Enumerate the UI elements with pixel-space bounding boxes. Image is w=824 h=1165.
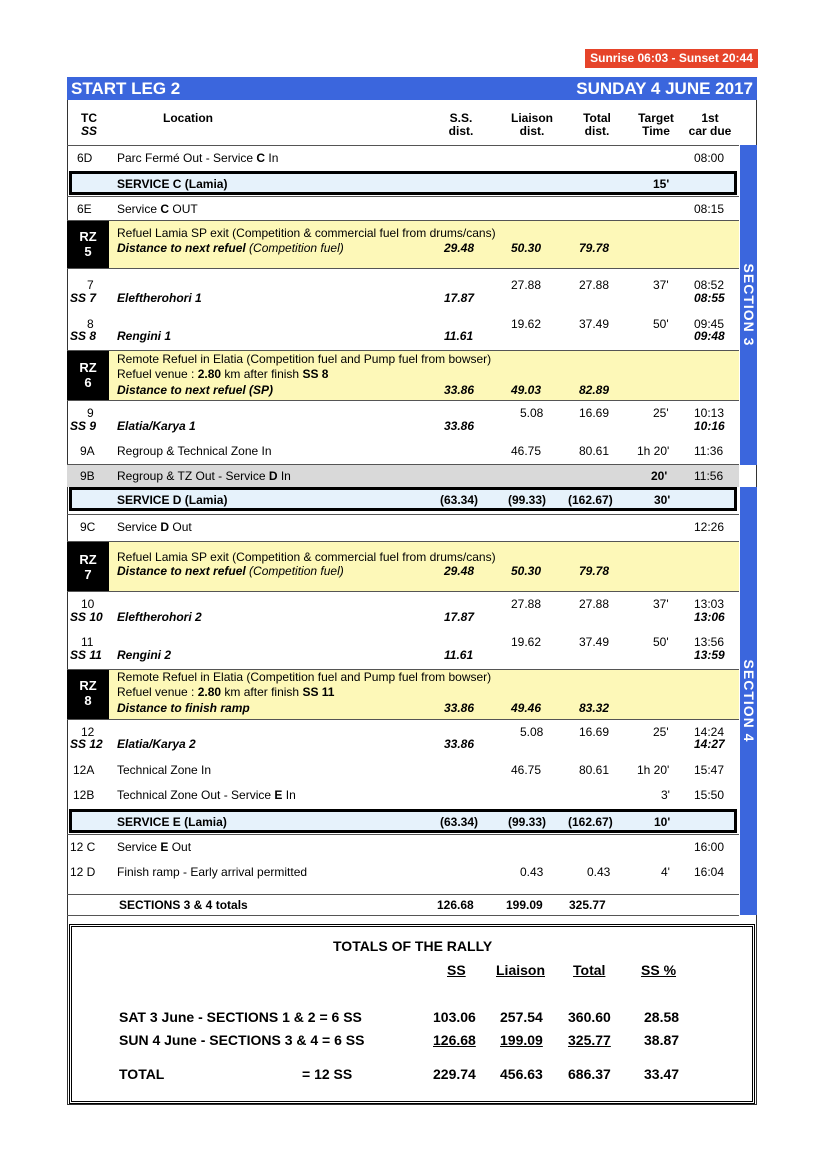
location-cell: Parc Fermé Out - Service C In [117, 151, 279, 165]
tc-cell: 11 [81, 635, 94, 649]
col-tc: TC SS [80, 111, 97, 138]
totals-sat-liaison: 257.54 [500, 1009, 543, 1025]
totals-sat-label: SAT 3 June - SECTIONS 1 & 2 = 6 SS [119, 1009, 362, 1025]
total-cell: 79.78 [579, 564, 610, 578]
total-cell: 37.49 [579, 317, 610, 331]
table-row [67, 784, 739, 808]
col-location: Location [163, 111, 213, 125]
location-cell: Eleftherohori 1 [117, 291, 202, 305]
target-cell: 30' [654, 493, 671, 507]
ss-dist-cell: 29.48 [444, 564, 475, 578]
target-cell: 25' [653, 406, 669, 420]
time-cell: 11:36 [694, 444, 724, 458]
time-cell: 14:24 [694, 725, 725, 739]
liaison-cell: 5.08 [520, 406, 544, 420]
time-cell-ss: 10:16 [694, 419, 725, 433]
table-row [67, 592, 739, 630]
rz-badge: RZ 7 [67, 542, 109, 591]
tc-cell: 7 [87, 278, 94, 292]
totals-total-label: TOTAL [119, 1066, 165, 1082]
time-cell-ss: 13:59 [694, 648, 725, 662]
location-cell: Rengini 1 [117, 329, 172, 343]
refuel-zone-6-row [67, 351, 739, 400]
total-cell: 27.88 [579, 597, 610, 611]
liaison-cell: 46.75 [511, 444, 542, 458]
table-row [67, 514, 739, 541]
table-row [67, 402, 739, 438]
ss-dist-cell: 17.87 [444, 291, 475, 305]
tc-cell: 12B [73, 788, 95, 802]
liaison-cell: 49.46 [511, 701, 542, 715]
liaison-cell: 27.88 [511, 278, 542, 292]
liaison-cell: 5.08 [520, 725, 544, 739]
location-cell: Rengini 2 [117, 648, 172, 662]
total-cell: 16.69 [579, 406, 610, 420]
refuel-zone-8-row [67, 670, 739, 719]
time-cell: 15:50 [694, 788, 725, 802]
tc-cell: 10 [81, 597, 95, 611]
location-cell: Service C OUT [117, 202, 198, 216]
ss-dist-cell: (63.34) [440, 815, 479, 829]
refuel-desc: Remote Refuel in Elatia (Competition fuel and Pump fuel from bowser) [117, 670, 492, 684]
sections-totals-row [67, 895, 739, 915]
table-row [67, 272, 739, 310]
location-cell: Elatia/Karya 1 [117, 419, 196, 433]
service-e-row [69, 809, 737, 833]
total-cell: 80.61 [579, 763, 610, 777]
liaison-cell: 49.03 [511, 383, 542, 397]
rz-badge: RZ 8 [67, 670, 109, 719]
ss-number: SS 8 [70, 329, 97, 343]
table-row [67, 465, 739, 487]
service-name: SERVICE E (Lamia) [117, 815, 227, 829]
time-cell: 16:04 [694, 865, 725, 879]
divider [67, 268, 739, 269]
total-cell: 325.77 [569, 898, 606, 912]
col-ss-dist: S.S. dist. [448, 111, 474, 138]
target-cell: 25' [653, 725, 669, 739]
ss-number: SS 10 [70, 610, 103, 624]
refuel-distance-label: Distance to finish ramp [117, 701, 250, 715]
table-row [67, 438, 739, 464]
refuel-desc: Refuel Lamia SP exit (Competition & commercial fuel from drums/cans) [117, 550, 496, 564]
totals-sun-label: SUN 4 June - SECTIONS 3 & 4 = 6 SS [119, 1032, 365, 1048]
liaison-cell: 27.88 [511, 597, 542, 611]
ss-dist-cell: (63.34) [440, 493, 479, 507]
location-cell: Regroup & Technical Zone In [117, 444, 272, 458]
ss-dist-cell: 29.48 [444, 241, 475, 255]
liaison-cell: 50.30 [511, 564, 542, 578]
liaison-cell: 46.75 [511, 763, 542, 777]
location-cell: Service D Out [117, 520, 192, 534]
total-cell: (162.67) [568, 815, 613, 829]
totals-sun-pct: 38.87 [644, 1032, 680, 1048]
location-cell: Technical Zone In [117, 763, 212, 777]
target-cell: 4' [661, 865, 670, 879]
col-first-car-due: 1st car due [688, 111, 732, 138]
total-cell: (162.67) [568, 493, 613, 507]
service-d-row [69, 487, 737, 511]
totals-label: SECTIONS 3 & 4 totals [119, 898, 248, 912]
tc-cell: 6E [77, 202, 92, 216]
target-cell: 15' [653, 177, 670, 191]
time-cell: 13:03 [694, 597, 725, 611]
ss-dist-cell: 17.87 [444, 610, 475, 624]
location-cell: Elatia/Karya 2 [117, 737, 196, 751]
refuel-distance-label: Distance to next refuel (Competition fuel) [117, 241, 344, 255]
totals-title: TOTALS OF THE RALLY [333, 938, 493, 954]
section-3-bar: SECTION 3 [740, 145, 757, 465]
tc-cell: 9A [80, 444, 95, 458]
total-cell: 0.43 [587, 865, 611, 879]
totals-col-total: Total [573, 962, 606, 978]
table-row [67, 758, 739, 784]
location-cell: Eleftherohori 2 [117, 610, 202, 624]
divider [67, 400, 739, 401]
target-cell: 1h 20' [637, 444, 670, 458]
service-name: SERVICE C (Lamia) [117, 177, 228, 191]
location-cell: Finish ramp - Early arrival permitted [117, 865, 308, 879]
table-row [67, 860, 739, 894]
total-cell: 16.69 [579, 725, 610, 739]
refuel-venue: Refuel venue : 2.80 km after finish SS 8 [117, 367, 329, 381]
target-cell: 37' [653, 597, 669, 611]
rz-badge: RZ 6 [67, 351, 109, 400]
time-cell: 08:00 [694, 151, 725, 165]
location-cell: Technical Zone Out - Service E In [117, 788, 296, 802]
time-cell: 15:47 [694, 763, 725, 777]
liaison-cell: 19.62 [511, 317, 542, 331]
total-cell: 80.61 [579, 444, 610, 458]
location-cell: Regroup & TZ Out - Service D In [117, 469, 291, 483]
total-cell: 83.32 [579, 701, 610, 715]
refuel-zone-5-row [67, 221, 739, 268]
refuel-desc: Remote Refuel in Elatia (Competition fuel and Pump fuel from bowser) [117, 352, 492, 366]
time-cell-ss: 08:55 [694, 291, 725, 305]
tc-cell: 8 [87, 317, 94, 331]
ss-number: SS 11 [70, 648, 102, 662]
liaison-cell: (99.33) [508, 815, 547, 829]
service-c-row [69, 171, 737, 195]
service-name: SERVICE D (Lamia) [117, 493, 228, 507]
time-cell: 08:52 [694, 278, 725, 292]
total-cell: 79.78 [579, 241, 610, 255]
tc-cell: 9 [87, 406, 94, 420]
leg-date: SUNDAY 4 JUNE 2017 [576, 79, 753, 98]
totals-total-count: = 12 SS [302, 1066, 353, 1082]
time-cell-ss: 09:48 [694, 329, 725, 343]
total-cell: 27.88 [579, 278, 610, 292]
time-cell: 12:26 [694, 520, 725, 534]
divider [67, 915, 739, 916]
target-cell: 10' [654, 815, 671, 829]
totals-col-ss: SS [447, 962, 466, 978]
time-cell: 08:15 [694, 202, 725, 216]
totals-sat-ss: 103.06 [433, 1009, 476, 1025]
tc-cell: 12 [81, 725, 95, 739]
tc-cell: 9C [80, 520, 96, 534]
refuel-distance-label: Distance to next refuel (SP) [117, 383, 274, 397]
total-cell: 37.49 [579, 635, 610, 649]
tc-cell: 12 D [70, 865, 96, 879]
totals-sun-total: 325.77 [568, 1032, 611, 1048]
totals-total-liaison: 456.63 [500, 1066, 543, 1082]
time-cell: 13:56 [694, 635, 725, 649]
target-cell: 50' [653, 317, 669, 331]
ss-dist-cell: 11.61 [444, 329, 474, 343]
totals-sun-liaison: 199.09 [500, 1032, 543, 1048]
ss-dist-cell: 33.86 [444, 737, 475, 751]
liaison-cell: 199.09 [506, 898, 543, 912]
tc-cell: 9B [80, 469, 95, 483]
tc-cell: 12 C [70, 840, 96, 854]
ss-dist-cell: 33.86 [444, 701, 475, 715]
totals-sun-ss: 126.68 [433, 1032, 476, 1048]
target-cell: 37' [653, 278, 669, 292]
table-row [67, 146, 739, 170]
totals-total-total: 686.37 [568, 1066, 611, 1082]
time-cell: 16:00 [694, 840, 725, 854]
section-4-bar: SECTION 4 [740, 487, 757, 915]
col-total-dist: Total dist. [583, 111, 611, 138]
time-cell-ss: 14:27 [694, 737, 725, 751]
total-cell: 82.89 [579, 383, 610, 397]
totals-sat-total: 360.60 [568, 1009, 611, 1025]
time-cell: 11:56 [694, 469, 724, 483]
totals-col-ss-pct: SS % [641, 962, 677, 978]
target-cell: 50' [653, 635, 669, 649]
totals-sat-pct: 28.58 [644, 1009, 680, 1025]
refuel-zone-7-row [67, 542, 739, 591]
liaison-cell: 50.30 [511, 241, 542, 255]
time-cell: 09:45 [694, 317, 725, 331]
table-row [67, 310, 739, 350]
rz-badge: RZ 5 [67, 221, 109, 268]
col-target-time: Target Time [638, 111, 674, 138]
ss-dist-cell: 33.86 [444, 383, 475, 397]
col-liaison-dist: Liaison dist. [510, 111, 553, 138]
location-cell: Service E Out [117, 840, 192, 854]
refuel-desc: Refuel Lamia SP exit (Competition & commercial fuel from drums/cans) [117, 226, 496, 240]
target-cell: 20' [651, 469, 668, 483]
refuel-distance-label: Distance to next refuel (Competition fuel) [117, 564, 344, 578]
table-row [67, 197, 739, 220]
tc-cell: 6D [77, 151, 93, 165]
liaison-cell: 0.43 [520, 865, 544, 879]
table-row [67, 630, 739, 669]
refuel-venue: Refuel venue : 2.80 km after finish SS 11 [117, 685, 335, 699]
ss-number: SS 12 [70, 737, 103, 751]
liaison-cell: 19.62 [511, 635, 542, 649]
ss-dist-cell: 33.86 [444, 419, 475, 433]
time-cell-ss: 13:06 [694, 610, 725, 624]
ss-number: SS 7 [70, 291, 97, 305]
totals-col-liaison: Liaison [496, 962, 546, 978]
sunrise-sunset-badge: Sunrise 06:03 - Sunset 20:44 [585, 49, 758, 68]
ss-dist-cell: 11.61 [444, 648, 474, 662]
ss-number: SS 9 [70, 419, 97, 433]
liaison-cell: (99.33) [508, 493, 547, 507]
time-cell: 10:13 [694, 406, 725, 420]
table-row [67, 835, 739, 860]
target-cell: 3' [661, 788, 670, 802]
leg-title: START LEG 2 [71, 79, 181, 98]
table-row [67, 720, 739, 758]
ss-dist-cell: 126.68 [437, 898, 474, 912]
totals-total-pct: 33.47 [644, 1066, 680, 1082]
tc-cell: 12A [73, 763, 95, 777]
target-cell: 1h 20' [637, 763, 670, 777]
totals-total-ss: 229.74 [433, 1066, 476, 1082]
leg-header [67, 77, 757, 100]
